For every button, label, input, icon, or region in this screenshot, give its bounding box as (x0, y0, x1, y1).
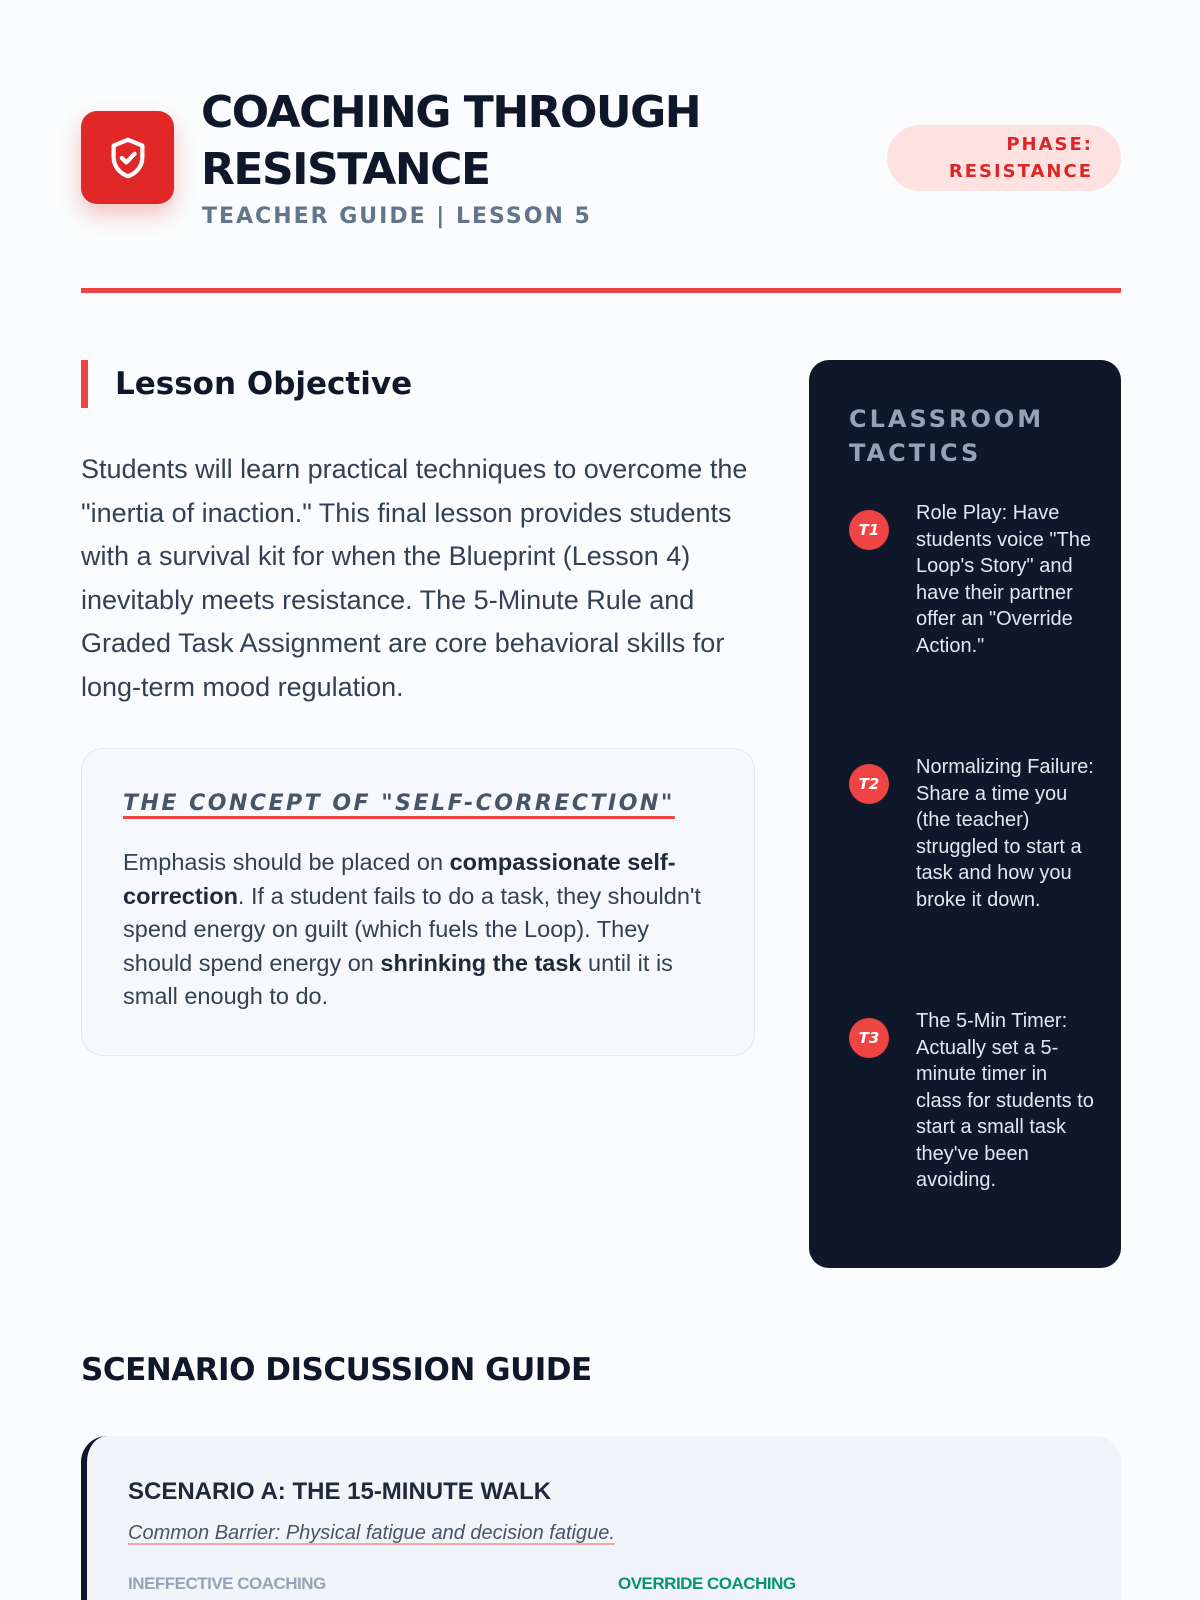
concept-emphasis-2: shrinking the task (380, 949, 582, 976)
shield-check-icon (105, 135, 151, 181)
tactic-number-badge: T2 (849, 764, 889, 804)
concept-title: THE CONCEPT OF "SELF-CORRECTION" (123, 791, 675, 816)
objective-heading: Lesson Objective (115, 366, 413, 402)
scenario-section-title: SCENARIO DISCUSSION GUIDE (81, 1352, 592, 1388)
concept-text-3: until it is small enough to do. (123, 949, 673, 1009)
objective-text: Students will learn practical techniques to overcome the "inertia of inaction." This final lesson provides students with a survival kit for when the Blueprint (Lesson 4) inevitably meets resistance. The 5-Minute Rule and Graded Task Assignment are core behavioral skills for long-term mood regulation. (81, 454, 748, 702)
page-title: COACHING THROUGH RESISTANCE (201, 87, 701, 195)
scenario-barrier: Common Barrier: Physical fatigue and decision fatigue. (128, 1522, 615, 1544)
logo (81, 111, 174, 204)
phase-badge (887, 125, 1121, 191)
tactic-number-badge: T3 (849, 1018, 889, 1058)
concept-box (81, 748, 755, 1056)
tactics-title: CLASSROOM TACTICS (849, 405, 1045, 467)
classroom-tactics-panel (809, 360, 1121, 1268)
tactic-number-badge: T1 (849, 510, 889, 550)
scenario-card (81, 1436, 1121, 1600)
scenario-card-title: SCENARIO A: THE 15-MINUTE WALK (128, 1478, 552, 1505)
concept-text-1: Emphasis should be placed on (123, 849, 450, 875)
page-subtitle: TEACHER GUIDE | LESSON 5 (202, 204, 592, 229)
tactic-text: The 5-Min Timer: Actually set a 5-minute timer in class for students to start a small task they've been avoiding. (916, 1010, 1094, 1191)
header-divider (81, 288, 1121, 293)
phase-badge-value: RESISTANCE (948, 161, 1093, 182)
header (81, 84, 1121, 234)
concept-text-2: . If a student fails to do a task, they shouldn't spend energy on guilt (which fuels the Loop). They should spend energy on (123, 882, 701, 976)
tactic-text: Role Play: Have students voice "The Loop's Story" and have their partner offer an "Override Action." (916, 502, 1091, 657)
objective-accent-bar (81, 360, 88, 408)
concept-emphasis-1: compassionate self-correction (123, 849, 676, 909)
override-coaching-label: OVERRIDE COACHING (618, 1574, 796, 1593)
tactic-text: Normalizing Failure: Share a time you (the teacher) struggled to start a task and how you broke it down. (916, 756, 1094, 911)
concept-body (123, 846, 714, 1014)
ineffective-coaching-label: INEFFECTIVE COACHING (128, 1574, 326, 1593)
phase-badge-label: PHASE: (1006, 134, 1093, 155)
